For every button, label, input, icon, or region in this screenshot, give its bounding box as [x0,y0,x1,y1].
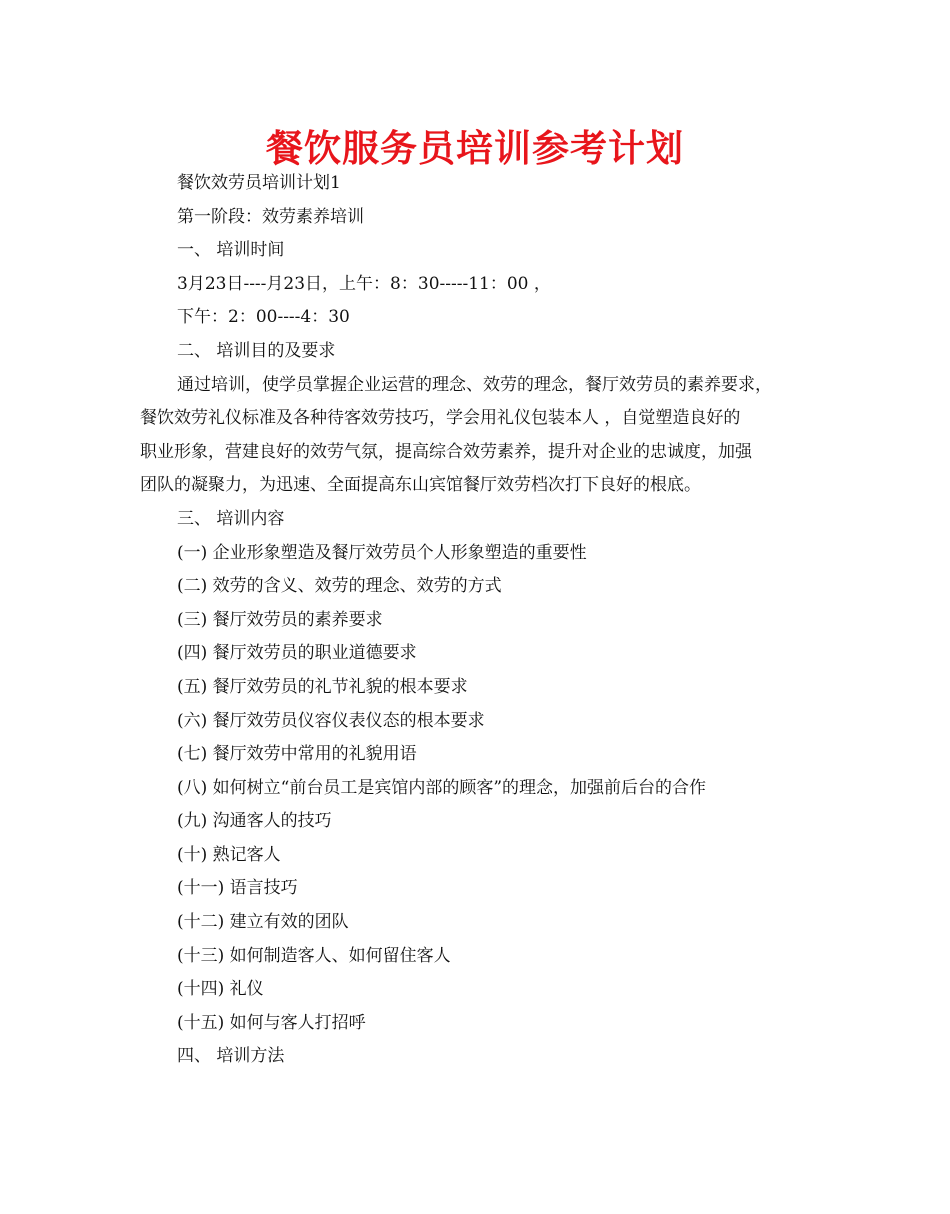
section-heading: 二、 培训目的及要求 [177,340,336,361]
section-heading: 三、 培训内容 [177,508,285,529]
schedule-line: 3月23日----月23日，上午：8：30-----11：00 ， [177,273,551,294]
list-item: (十) 熟记客人 [177,844,281,865]
section-heading: 四、 培训方法 [177,1046,285,1067]
list-item: (五) 餐厅效劳员的礼节礼貌的根本要求 [177,676,468,697]
paragraph-line: 职业形象，营建良好的效劳气氛，提高综合效劳素养，提升对企业的忠诚度，加强 [140,441,752,462]
list-item: (二) 效劳的含义、效劳的理念、效劳的方式 [177,576,502,597]
stage-heading: 第一阶段：效劳素养培训 [177,206,364,227]
list-item: (七) 餐厅效劳中常用的礼貌用语 [177,744,417,765]
document-body [140,167,830,1074]
list-item: (十三) 如何制造客人、如何留住客人 [177,945,451,966]
plan-heading: 餐饮效劳员培训计划1 [177,173,341,193]
list-item: (六) 餐厅效劳员仪容仪表仪态的根本要求 [177,710,485,731]
list-item: (八) 如何树立“前台员工是宾馆内部的顾客”的理念，加强前后台的合作 [177,777,707,798]
list-item: (十四) 礼仪 [177,979,264,1000]
paragraph-line: 团队的凝聚力，为迅速、全面提高东山宾馆餐厅效劳档次打下良好的根底。 [140,475,701,496]
list-item: (十一) 语言技巧 [177,878,298,899]
list-item: (一) 企业形象塑造及餐厅效劳员个人形象塑造的重要性 [177,542,587,563]
list-item: (十二) 建立有效的团队 [177,912,349,933]
paragraph-line: 通过培训，使学员掌握企业运营的理念、效劳的理念，餐厅效劳员的素养要求， [177,374,772,395]
document-title: 餐饮服务员培训参考计划 [266,127,684,170]
paragraph-line: 餐饮效劳礼仪标准及各种待客效劳技巧，学会用礼仪包装本人 ，自觉塑造良好的 [140,408,741,429]
list-item: (九) 沟通客人的技巧 [177,811,332,832]
section-heading: 一、 培训时间 [177,240,285,261]
list-item: (三) 餐厅效劳员的素养要求 [177,609,383,630]
schedule-line: 下午：2：00----4：30 [177,307,350,328]
list-item: (十五) 如何与客人打招呼 [177,1012,366,1033]
list-item: (四) 餐厅效劳员的职业道德要求 [177,643,417,664]
